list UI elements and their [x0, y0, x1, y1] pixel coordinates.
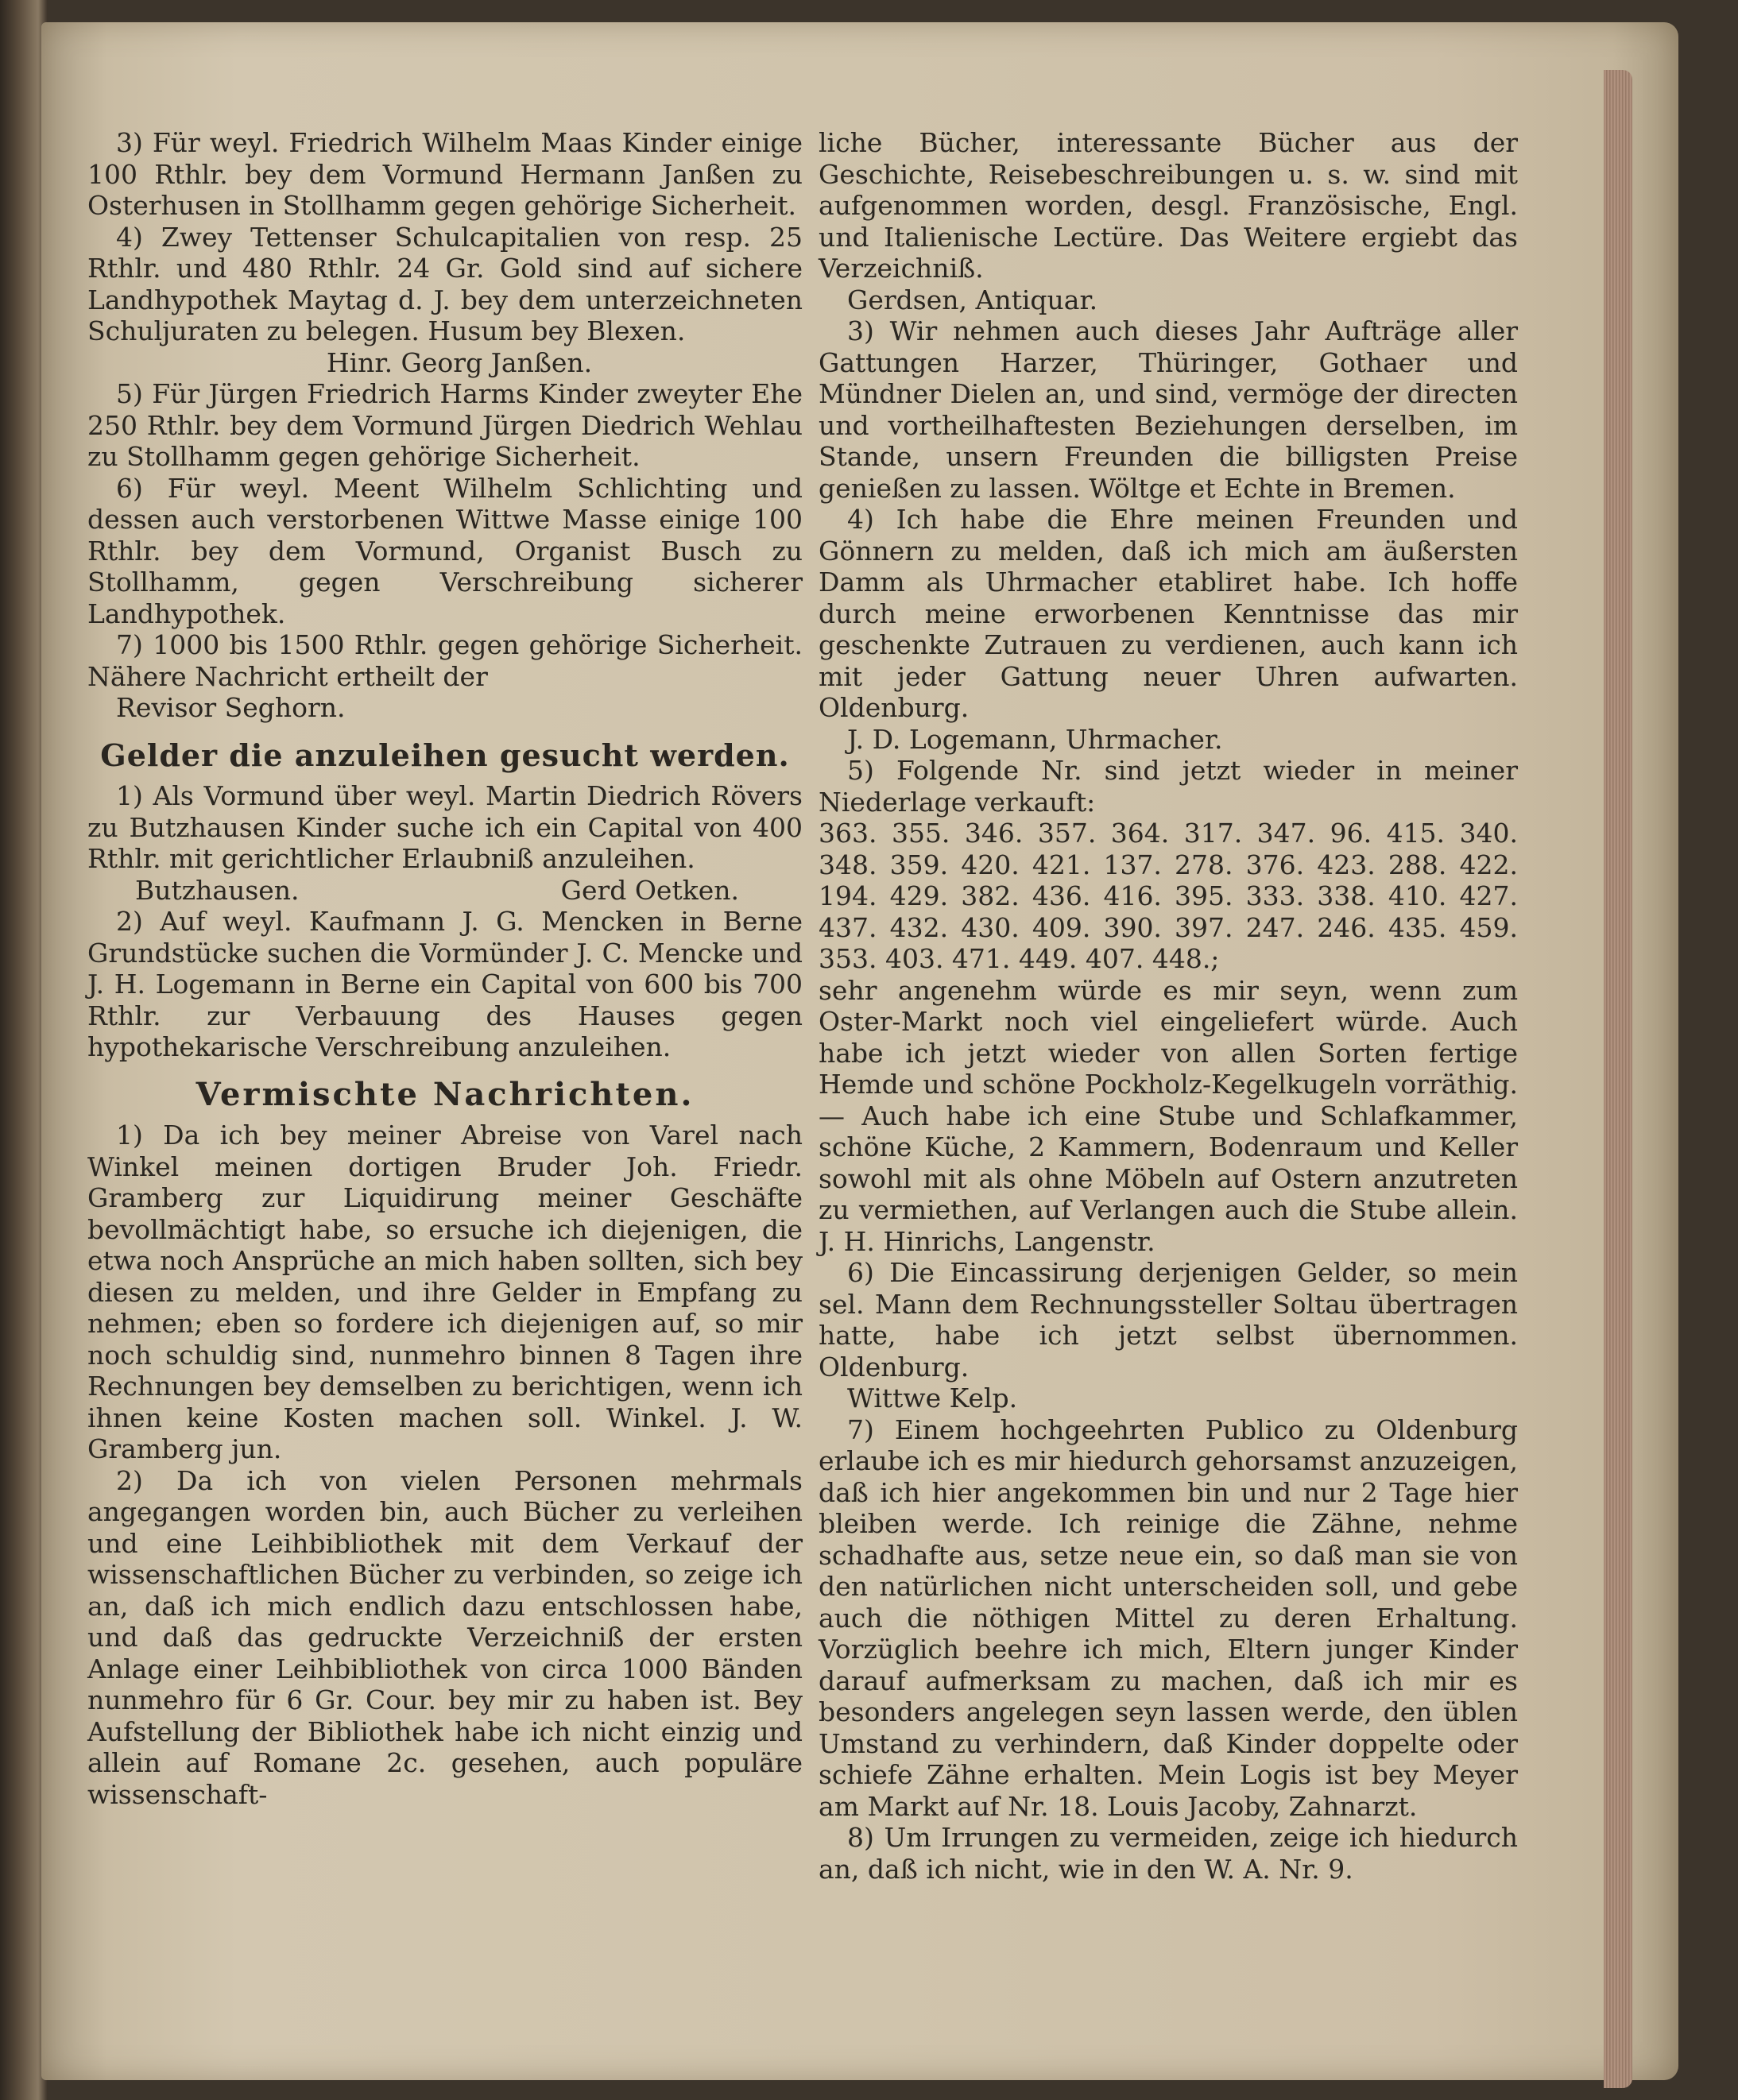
left-page-edge: [0, 0, 48, 2100]
signature-line-oetken: [87, 875, 803, 907]
misc-7: 7) Einem hochgeehrten Publico zu Oldenburg erlaube ich es mir hiedurch gehorsamst anzuzeigen, daß ich hier angekommen bin und nur 2 Tage hier bleiben werde. Ich reinige die Zähne, nehme schadhafte aus, setze neue ein, so daß man sie von den natürlichen nicht unterscheiden soll, und gebe auch die nöthigen Mittel zu deren Erhaltung. Vorzüglich beehre ich mich, Eltern junger Kinder darauf aufmerksam zu machen, daß ich mir es besonders angelegen seyn lassen werde, den üblen Umstand zu verhindern, daß Kinder doppelte oder schiefe Zähne erhalten. Mein Logis ist bey Meyer am Markt auf Nr. 18. Louis Jacoby, Zahnarzt.: [819, 1414, 1518, 1822]
signature-kelp: Wittwe Kelp.: [847, 1383, 1018, 1414]
signature-name: Gerd Oetken.: [560, 874, 739, 906]
right-column: [819, 127, 1518, 1885]
misc-6: 6) Die Eincassirung derjenigen Gelder, so mein sel. Mann dem Rechnungssteller Soltau übertragen hatte, habe ich jetzt selbst übernommen. Oldenburg.: [819, 1257, 1518, 1383]
misc-2-continued: liche Bücher, interessante Bücher aus der Geschichte, Reisebeschreibungen u. s. w. sind mit aufgenommen worden, desgl. Französische, Engl. und Italienische Lectüre. Das Weitere ergiebt das Verzeichniß.: [819, 127, 1518, 284]
notice-4: 4) Zwey Tettenser Schulcapitalien von resp. 25 Rthlr. und 480 Rthlr. 24 Gr. Gold sind auf sichere Landhypothek Maytag d. J. bey dem unterzeichneten Schuljuraten zu belegen. Husum bey Blexen.: [87, 221, 803, 346]
misc-5-numbers: 363. 355. 346. 357. 364. 317. 347. 96. 415. 340. 348. 359. 420. 421. 137. 278. 376. 423. 288. 422. 194. 429. 382. 436. 416. 395. 333. 338. 410. 427. 437. 432. 430. 409. 390. 397. 247. 246. 435. 459. 353. 403. 471. 449. 407. 448.;: [819, 818, 1518, 974]
notice-5: 5) Für Jürgen Friedrich Harms Kinder zweyter Ehe 250 Rthlr. bey dem Vormund Jürgen Diedrich Wehlau zu Stollhamm gegen gehörige Sicherheit.: [87, 378, 803, 472]
loan-2: 2) Auf weyl. Kaufmann J. G. Mencken in Berne Grundstücke suchen die Vormünder J. C. Mencke und J. H. Logemann in Berne ein Capital von 600 bis 700 Rthlr. zur Verbauung des Hauses gegen hypothekarische Verschreibung anzuleihen.: [87, 906, 803, 1062]
misc-5-intro: 5) Folgende Nr. sind jetzt wieder in meiner Niederlage verkauft:: [819, 755, 1518, 818]
left-column: [87, 127, 803, 1810]
loan-1: 1) Als Vormund über weyl. Martin Diedrich Rövers zu Butzhausen Kinder suche ich ein Capital von 400 Rthlr. mit gerichtlicher Erlaubniß anzuleihen.: [87, 780, 803, 874]
signature-janssen: Hinr. Georg Janßen.: [326, 346, 593, 378]
signature-place: Butzhausen.: [135, 874, 300, 906]
misc-8: 8) Um Irrungen zu vermeiden, zeige ich hiedurch an, daß ich nicht, wie in den W. A. Nr. 9.: [819, 1822, 1518, 1885]
section-heading-gelder: Gelder die anzuleihen gesucht werden.: [100, 737, 790, 773]
notice-7: 7) 1000 bis 1500 Rthlr. gegen gehörige Sicherheit. Nähere Nachricht ertheilt der: [87, 629, 803, 692]
notice-6: 6) Für weyl. Meent Wilhelm Schlichting und dessen auch verstorbenen Wittwe Masse einige 100 Rthlr. bey dem Vormund, Organist Busch zu Stollhamm, gegen Verschreibung sicherer Landhypothek.: [87, 472, 803, 629]
section-heading-vermischte: Vermischte Nachrichten.: [195, 1075, 695, 1113]
misc-3: 3) Wir nehmen auch dieses Jahr Aufträge aller Gattungen Harzer, Thüringer, Gothaer und Mündner Dielen an, und sind, vermöge der directen und vortheilhaftesten Beziehungen derselben, im Stande, unsern Freunden die billigsten Preise genießen zu lassen. Wöltge et Echte in Bremen.: [819, 315, 1518, 504]
signature-gerdsen: Gerdsen, Antiquar.: [847, 284, 1098, 315]
misc-1: 1) Da ich bey meiner Abreise von Varel nach Winkel meinen dortigen Bruder Joh. Friedr. Gramberg zur Liquidirung meiner Geschäfte bevollmächtigt habe, so ersuche ich diejenigen, die etwa noch Ansprüche an mich haben sollten, sich bey diesen zu melden, und ihre Gelder in Empfang zu nehmen; eben so fordere ich diejenigen auf, so mir noch schuldig sind, nunmehro binnen 8 Tagen ihre Rechnungen bey demselben zu berichtigen, wenn ich ihnen keine Kosten machen soll. Winkel. J. W. Gramberg jun.: [87, 1120, 803, 1464]
misc-5-rest: sehr angenehm würde es mir seyn, wenn zum Oster-Markt noch viel eingeliefert würde. Auch habe ich jetzt wieder von allen Sorten fertige Hemde und schöne Pockholz-Kegelkugeln vorräthig. — Auch habe ich eine Stube und Schlafkammer, schöne Küche, 2 Kammern, Bodenraum und Keller sowohl mit als ohne Möbeln auf Ostern anzutreten zu vermiethen, auf Verlangen auch die Stube allein. J. H. Hinrichs, Langenstr.: [819, 974, 1518, 1257]
signature-logemann: J. D. Logemann, Uhrmacher.: [847, 723, 1223, 755]
signature-seghorn: Revisor Seghorn.: [116, 692, 346, 723]
misc-2: 2) Da ich von vielen Personen mehrmals angegangen worden bin, auch Bücher zu verleihen und eine Leihbibliothek mit dem Verkauf der wissenschaftlichen Bücher zu verbinden, so zeige ich an, daß ich mich endlich dazu entschlossen habe, und daß das gedruckte Verzeichniß der ersten Anlage einer Leihbibliothek von circa 1000 Bänden nunmehro für 6 Gr. Cour. bey mir zu haben ist. Bey Aufstellung der Bibliothek habe ich nicht einzig und allein auf Romane 2c. gesehen, auch populäre wissenschaft-: [87, 1464, 803, 1810]
misc-4: 4) Ich habe die Ehre meinen Freunden und Gönnern zu melden, daß ich mich am äußersten Damm als Uhrmacher etabliret habe. Ich hoffe durch meine erworbenen Kenntnisse das mir geschenkte Zutrauen zu verdienen, auch kann ich mit jeder Gattung neuer Uhren aufwarten. Oldenburg.: [819, 504, 1518, 723]
page-edge-stack: [1604, 70, 1632, 2088]
notice-3: 3) Für weyl. Friedrich Wilhelm Maas Kinder einige 100 Rthlr. bey dem Vormund Hermann Janßen zu Osterhusen in Stollhamm gegen gehörige Sicherheit.: [87, 127, 803, 221]
